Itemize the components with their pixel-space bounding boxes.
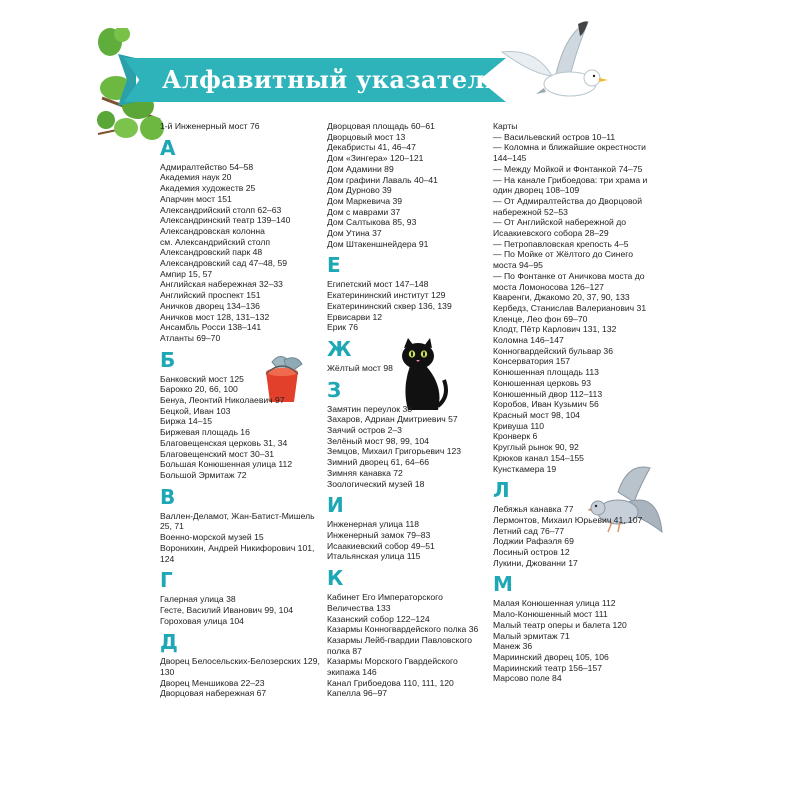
index-entry: Дом Салтыкова 85, 93 [327, 217, 417, 228]
index-entry: Земцов, Михаил Григорьевич 123 [327, 446, 462, 457]
index-entry: Александровский парк 48 [160, 247, 263, 258]
index-group-d-cont [327, 121, 491, 249]
index-entry: Аничков дворец 134–136 [160, 300, 260, 311]
index-entry: Карты [493, 121, 518, 131]
index-entry: — Коломна и ближайшие окрестности 144–145 [493, 142, 646, 164]
index-group-k-cont [493, 121, 653, 474]
index-entry: Канал Грибоедова 110, 111, 120 [327, 677, 454, 688]
index-entry: Мариинский дворец 105, 106 [493, 651, 609, 662]
index-entry: Коробов, Иван Кузьмич 56 [493, 399, 599, 410]
index-group-d [160, 626, 320, 699]
index-entry: Дворец Меншикова 22–23 [160, 677, 265, 688]
index-entry: Конюшенная церковь 93 [493, 377, 591, 388]
index-entry: Александрийский столп 62–63 [160, 204, 282, 215]
index-entry: Английская набережная 32–33 [160, 279, 283, 290]
index-entry: Клодт, Пётр Карлович 131, 132 [493, 324, 617, 335]
index-entry: Большая Конюшенная улица 112 [160, 459, 293, 470]
index-entry: — Петропавловская крепость 4–5 [493, 238, 629, 249]
index-entry: Кербедз, Станислав Валерианович 31 [493, 302, 647, 313]
index-group-g [160, 564, 320, 626]
index-entry: — По Мойке от Жёлтого до Синего моста 94–95 [493, 249, 633, 271]
index-entry: Заячий остров 2–3 [327, 425, 402, 436]
index-entry: — От Адмиралтейства до Дворцовой набережной 52–53 [493, 195, 642, 217]
index-entry: Зоологический музей 18 [327, 478, 425, 489]
index-entry: Кабинет Его Императорского Величества 133 [327, 592, 443, 613]
index-group-e [327, 249, 491, 333]
index-entry: Английский проспект 151 [160, 290, 261, 301]
index-entry: Инженерный замок 79–83 [327, 529, 431, 540]
index-entry: Исаакиевский собор 49–51 [327, 540, 435, 551]
index-entry: Круглый рынок 90, 92 [493, 442, 579, 453]
index-entry: Казармы Морского Гвардейского экипажа 146 [327, 656, 458, 678]
index-entry: Бецкой, Иван 103 [160, 405, 231, 416]
index-entry: Большой Эрмитаж 72 [160, 469, 247, 480]
index-entry: Дворцовый мост 13 [327, 131, 406, 142]
index-entry: Итальянская улица 115 [327, 551, 421, 562]
index-entry: Казармы Конногвардейского полка 36 [327, 624, 479, 635]
index-entry: Воронихин, Андрей Никифорович 101, 124 [160, 542, 315, 564]
index-entry: Академия наук 20 [160, 172, 232, 183]
letter-heading: Ж [327, 336, 352, 361]
index-entry: Гороховая улица 104 [160, 615, 244, 626]
index-entry: Красный мост 98, 104 [493, 409, 580, 420]
letter-heading: Л [493, 478, 510, 503]
index-entry: Конюшенный двор 112–113 [493, 388, 603, 399]
index-entry: Лосиный остров 12 [493, 547, 570, 558]
index-entry: Конногвардейский бульвар 36 [493, 345, 613, 356]
index-entry: Лоджии Рафаэля 69 [493, 536, 574, 547]
index-group-z [327, 374, 491, 490]
index-entry: Дворцовая набережная 67 [160, 688, 267, 699]
index-group-k [327, 562, 491, 699]
index-entry: Инженерная улица 118 [327, 519, 420, 530]
index-entry: Лукини, Джованни 17 [493, 557, 578, 568]
index-entry: Дом Штакеншнейдера 91 [327, 238, 429, 249]
letter-heading: А [160, 135, 176, 160]
index-entry: Кунсткамера 19 [493, 463, 557, 474]
index-column-3 [493, 121, 653, 684]
index-entry: Жёлтый мост 98 [327, 362, 393, 373]
index-entry: Дом «Зингера» 120–121 [327, 153, 424, 164]
index-entry: Дом Утина 37 [327, 228, 382, 239]
index-entry: Барокко 20, 66, 100 [160, 384, 238, 395]
index-entry: Александринский театр 139–140 [160, 215, 291, 226]
index-entry: Крюков канал 154–155 [493, 452, 584, 463]
index-entry: Дом Адамини 89 [327, 163, 394, 174]
index-group-b [160, 344, 320, 481]
index-entry: Манеж 36 [493, 641, 533, 652]
index-entry: Кленце, Лео фон 69–70 [493, 313, 588, 324]
index-entry: Дом с маврами 37 [327, 206, 401, 217]
index-column-2 [327, 121, 491, 699]
letter-heading: Д [160, 630, 178, 655]
index-entry: Бенуа, Леонтий Николаевич 97 [160, 395, 285, 406]
letter-heading: К [327, 566, 344, 591]
index-entry: Екатерининский институт 129 [327, 290, 446, 301]
seagull-illustration [496, 18, 612, 112]
index-entry: Ансамбль Росси 138–141 [160, 322, 262, 333]
index-entry: Адмиралтейство 54–58 [160, 161, 254, 172]
index-entry: Малая Конюшенная улица 112 [493, 598, 616, 609]
index-entry: Валлен-Деламот, Жан-Батист-Мишель 25, 71 [160, 510, 315, 532]
index-entry: Екатерининский сквер 136, 139 [327, 300, 452, 311]
index-entry: Благовещенская церковь 31, 34 [160, 437, 288, 448]
index-column-1 [160, 121, 320, 699]
index-entry: — На канале Грибоедова: три храма и один дворец 108–109 [493, 174, 648, 196]
index-entry: Малый эрмитаж 71 [493, 630, 570, 641]
letter-heading: М [493, 572, 513, 597]
index-entry: Капелла 96–97 [327, 688, 388, 699]
index-entry: Ервисарви 12 [327, 311, 383, 322]
letter-heading: Е [327, 253, 341, 278]
index-entry: Александровский сад 47–48, 59 [160, 258, 288, 269]
index-group-m [493, 568, 653, 684]
index-entry: Академия художеств 25 [160, 183, 256, 194]
index-entry: Кваренги, Джакомо 20, 37, 90, 133 [493, 292, 630, 303]
index-entry: Дом графини Лаваль 40–41 [327, 174, 438, 185]
index-entry: Зимняя канавка 72 [327, 467, 403, 478]
index-entry: Лебяжья канавка 77 [493, 504, 574, 515]
index-group-v [160, 481, 320, 565]
index-entry: Военно-морской музей 15 [160, 532, 264, 543]
index-entry: — Между Мойкой и Фонтанкой 74–75 [493, 163, 643, 174]
index-entry: Дворцовая площадь 60–61 [327, 121, 435, 131]
index-entry: Казанский собор 122–124 [327, 613, 430, 624]
index-entry: Дворец Белосельских-Белозерских 129, 130 [160, 656, 320, 678]
index-entry: Дом Дурново 39 [327, 185, 392, 196]
index-entry: Летний сад 76–77 [493, 525, 565, 536]
index-entry: Банковский мост 125 [160, 373, 244, 384]
index-entry: — От Английской набережной до Исаакиевского собора 28–29 [493, 217, 626, 239]
letter-heading: Б [160, 347, 176, 372]
index-entry: Биржа 14–15 [160, 416, 213, 427]
index-entry: Ампир 15, 57 [160, 268, 213, 279]
index-entry: Консерватория 157 [493, 356, 571, 367]
index-entry: Биржевая площадь 16 [160, 427, 250, 438]
index-entry: Мало-Конюшенный мост 111 [493, 609, 608, 620]
index-entry: — Васильевский остров 10–11 [493, 131, 616, 142]
index-group-zh [327, 333, 491, 374]
letter-heading: З [327, 377, 342, 402]
index-entry: Гесте, Василий Иванович 99, 104 [160, 604, 294, 615]
index-entry: Зимний дворец 61, 64–66 [327, 457, 429, 468]
index-entry: Малый театр оперы и балета 120 [493, 619, 627, 630]
index-entry: Марсово поле 84 [493, 673, 562, 684]
index-entry: Лермонтов, Михаил Юрьевич 41, 107 [493, 514, 643, 525]
index-entry: Коломна 146–147 [493, 335, 564, 346]
index-entry: Апарчин мост 151 [160, 193, 232, 204]
index-entry: Египетский мост 147–148 [327, 279, 429, 290]
index-entry: Декабристы 41, 46–47 [327, 142, 416, 153]
index-entry: Аничков мост 128, 131–132 [160, 311, 270, 322]
index-entry: — По Фонтанке от Аничкова моста до моста Ломоносова 126–127 [493, 270, 645, 292]
index-group-i [327, 489, 491, 562]
index-entry: Кронверк 6 [493, 431, 538, 442]
letter-heading: Г [160, 568, 173, 593]
index-entry: 1-й Инженерный мост 76 [160, 121, 260, 131]
index-group [160, 121, 320, 132]
index-entry: Конюшенная площадь 113 [493, 367, 599, 378]
letter-heading: В [160, 484, 176, 509]
index-entry: Захаров, Адриан Дмитриевич 57 [327, 414, 458, 425]
index-entry: Благовещенский мост 30–31 [160, 448, 275, 459]
page-title: Алфавитный указатель [162, 65, 502, 94]
index-group-l [493, 474, 653, 568]
index-entry: Кривуша 110 [493, 420, 545, 431]
index-entry: Ерик 76 [327, 322, 359, 333]
index-group-a [160, 132, 320, 344]
index-entry: Казармы Лейб-гвардии Павловского полка 87 [327, 634, 472, 656]
letter-heading: И [327, 493, 344, 518]
index-entry: Галерная улица 38 [160, 594, 236, 605]
index-entry: Мариинский театр 156–157 [493, 662, 602, 673]
index-entry: Александровская колонна [160, 225, 265, 236]
index-entry: см. Александрийский столп [160, 236, 271, 247]
index-entry: Атланты 69–70 [160, 332, 221, 343]
index-entry: Дом Маркевича 39 [327, 195, 403, 206]
index-entry: Зелёный мост 98, 99, 104 [327, 435, 429, 446]
index-entry: Замятин переулок 38 [327, 403, 413, 414]
